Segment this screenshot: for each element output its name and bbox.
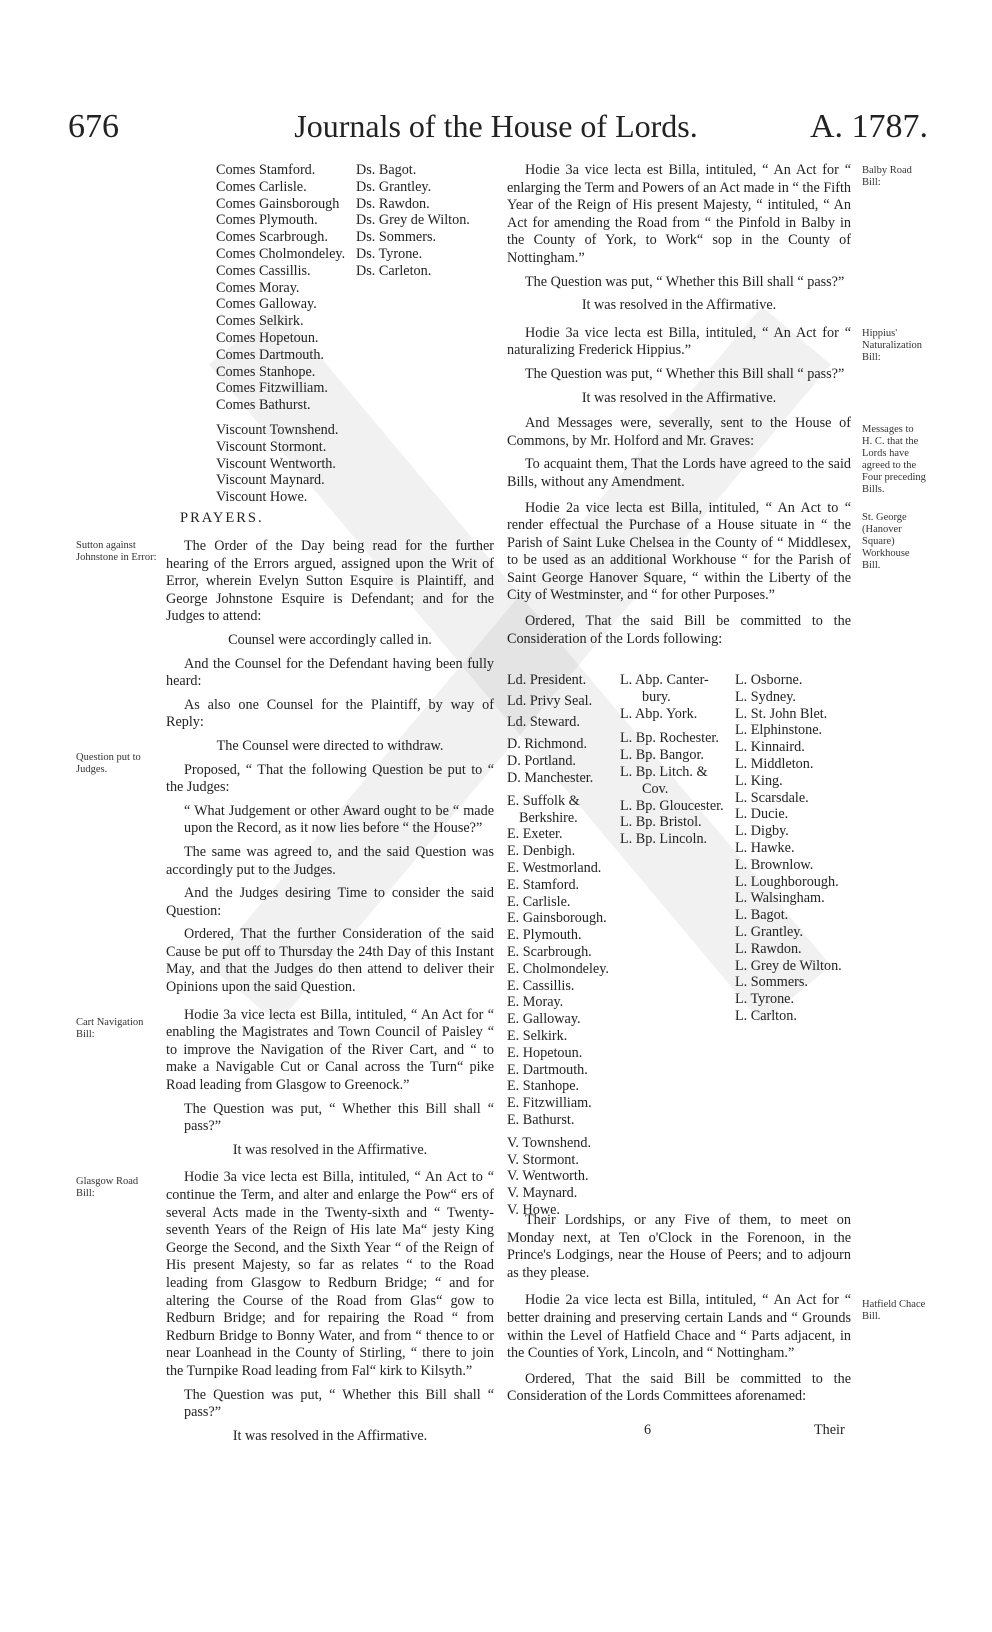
paragraph: The Question was put, “ Whether this Bill shall “ pass?”	[184, 1100, 494, 1135]
list-item: L. Bp. Rochester.	[620, 730, 719, 747]
list-item: E. Scarbrough.	[507, 943, 592, 960]
signature-mark: 6	[644, 1422, 652, 1438]
list-item: E. Stanhope.	[507, 1078, 580, 1095]
paragraph: To acquaint them, That the Lords have agreed to the said Bills, without any Amendment.	[507, 456, 851, 490]
list-item: D. Richmond.	[507, 736, 587, 753]
list-item: L. Kinnaird.	[735, 739, 805, 756]
list-item: E. Carlisle.	[507, 893, 571, 910]
margin-note-glasgow: Glasgow Road Bill:	[76, 1176, 139, 1199]
list-item: Ds. Sommers.	[356, 229, 437, 246]
list-item: L. St. John Blet.	[735, 705, 828, 722]
list-item: Comes Scarbrough.	[216, 229, 328, 246]
paragraph: As also one Counsel for the Plaintiff, by way of Reply:	[166, 696, 494, 731]
margin-note-hatfield: Hatfield Chace Bill.	[862, 1299, 926, 1322]
list-item: L. Elphinstone.	[735, 722, 823, 739]
paragraph: Ordered, That the further Consideration of the said Cause be put off to Thursday the 24th Day of this Instant May, and that the Judges do then attend to deliver their Opinions upon the said Question.	[166, 926, 494, 996]
list-item: V. Townshend.	[507, 1134, 592, 1151]
list-item: E. Bathurst.	[507, 1111, 575, 1128]
list-item: Viscount Stormont.	[216, 438, 327, 455]
list-item: E. Fitzwilliam.	[507, 1095, 592, 1112]
committee-list-2	[620, 672, 724, 848]
list-item: bury.	[642, 688, 671, 705]
left-column	[166, 538, 494, 1451]
paragraph: And the Judges desiring Time to consider the said Question:	[166, 885, 494, 919]
paragraph: Ordered, That the said Bill be committed to the Consideration of the Lords Committees aforenamed:	[507, 1370, 851, 1405]
paragraph: The Question was put, “ Whether this Bill shall “ pass?”	[184, 1386, 494, 1421]
committee-list-1	[507, 672, 609, 1219]
paragraph: Counsel were accordingly called in.	[228, 631, 432, 648]
paragraph: Proposed, “ That the following Question be put to “ the Judges:	[166, 761, 494, 796]
list-item: Berkshire.	[519, 809, 578, 826]
list-item: V. Maynard.	[507, 1185, 578, 1202]
paragraph: The Order of the Day being read for the further hearing of the Errors argued, assigned upon the Writ of Error, wherein Evelyn Sutton Esquire is Plaintiff, and George Johnstone Esquire is Defendant; and for the Judges to attend:	[166, 538, 494, 625]
list-item: L. Digby.	[735, 823, 789, 840]
list-item: E. Westmorland.	[507, 859, 602, 876]
list-item: V. Howe.	[507, 1201, 560, 1218]
paragraph: The Counsel were directed to withdraw.	[216, 737, 444, 754]
list-item: E. Plymouth.	[507, 927, 582, 944]
paragraph: Hodie 3a vice lecta est Billa, intituled, “ An Act for “ naturalizing Frederick Hippius.”	[507, 324, 851, 359]
list-item: L. Rawdon.	[735, 940, 802, 957]
comes-list	[216, 162, 345, 506]
list-item: Comes Carlisle.	[216, 178, 307, 195]
list-item: L. Bp. Gloucester.	[620, 797, 724, 814]
committee-list-3	[735, 672, 842, 1025]
list-item: E. Gainsborough.	[507, 910, 607, 927]
list-item: L. Grey de Wilton.	[735, 957, 842, 974]
list-item: Viscount Maynard.	[216, 472, 325, 489]
list-item: L. Bp. Litch. &	[620, 763, 708, 780]
list-item: E. Cassillis.	[507, 977, 575, 994]
paragraph: “ What Judgement or other Award ought to be “ made upon the Record, as it now lies before “ the House?”	[184, 802, 494, 837]
list-item: Ld. President.	[507, 672, 587, 688]
paragraph: It was resolved in the Affirmative.	[232, 1141, 428, 1158]
list-item: Ds. Carleton.	[356, 262, 432, 279]
list-item: Comes Cassillis.	[216, 262, 311, 279]
list-item: L. Bp. Bristol.	[620, 814, 702, 831]
margin-note-sutton: Sutton against Johnstone in Error:	[76, 540, 157, 563]
paragraph: Hodie 3a vice lecta est Billa, intituled, “ An Act for “ enlarging the Term and Powers of an Act made in “ the Fifth Year of the Reign of His present Majesty, “ intituled, “ An Act for amending the Road from “ the Pinfold in Balby in the County of York, to Work“ sop in the County of Nottingham.”	[507, 162, 851, 266]
list-item: Comes Hopetoun.	[216, 329, 319, 346]
list-item: E. Suffolk &	[507, 792, 580, 809]
list-item: Ds. Tyrone.	[356, 245, 423, 262]
list-item: E. Moray.	[507, 994, 564, 1011]
prayers-heading: PRAYERS.	[180, 510, 264, 526]
paragraph: Hodie 3a vice lecta est Billa, intituled, “ An Act for “ enabling the Magistrates and Town Council of Paisley “ to improve the Navigation of the River Cart, and “ to make a Navigable Cut or Canal across the Turn“ pike Road leading from Glasgow to Greenock.”	[166, 1006, 494, 1094]
list-item: Viscount Wentworth.	[216, 455, 336, 472]
page-number: 676	[68, 108, 119, 145]
list-item: E. Hopetoun.	[507, 1044, 583, 1061]
paragraph: Hodie 3a vice lecta est Billa, intituled, “ An Act to “ continue the Term, and alter and enlarge the Pow“ ers of several Acts made in the Twenty-sixth and “ Twenty-seventh Years of the Reign of His late Ma“ jesty King George the Second, and the Sixth Year “ of the Reign of His present Majesty, so far as relates “ to the Road leading from Glasgow to Redburn Bridge; “ and for altering the Course of the Road from Glas“ gow to Redburn Bridge; and for repairing the Road “ from Redburn Bridge to Bonny Water, and from “ thence to or near Loanhead in the County of Stirling, “ there to join the Turnpike Road leading from Fal“ kirk to Kilsyth.”	[166, 1169, 494, 1379]
list-item: Comes Dartmouth.	[216, 346, 324, 363]
list-item: Comes Plymouth.	[216, 212, 318, 229]
list-item: Ds. Grey de Wilton.	[356, 212, 470, 229]
list-item: E. Galloway.	[507, 1011, 581, 1028]
list-item: E. Exeter.	[507, 826, 563, 843]
list-item: E. Dartmouth.	[507, 1061, 588, 1078]
list-item: V. Wentworth.	[507, 1168, 589, 1185]
paragraph: And Messages were, severally, sent to the House of Commons, by Mr. Holford and Mr. Graves:	[507, 415, 851, 449]
list-item: L. Abp. York.	[620, 705, 698, 722]
paragraph: The Question was put, “ Whether this Bill shall “ pass?”	[525, 365, 845, 382]
list-item: Cov.	[642, 780, 669, 797]
list-item: Ds. Rawdon.	[356, 195, 430, 212]
list-item: L. King.	[735, 772, 783, 789]
list-item: Comes Stamford.	[216, 162, 316, 178]
list-item: L. Bp. Bangor.	[620, 747, 704, 764]
list-item: E. Selkirk.	[507, 1027, 568, 1044]
list-item: Comes Stanhope.	[216, 363, 316, 380]
list-item: E. Denbigh.	[507, 843, 576, 860]
paragraph: The Question was put, “ Whether this Bill shall “ pass?”	[525, 273, 845, 290]
list-item: E. Cholmondeley.	[507, 960, 609, 977]
margin-note-stgeorge: St. George (Hanover Square) Workhouse Bill.	[862, 512, 910, 571]
list-item: L. Walsingham.	[735, 890, 825, 907]
list-item: Comes Selkirk.	[216, 313, 304, 330]
list-item: Viscount Howe.	[216, 489, 308, 506]
page-title: Journals of the House of Lords.	[294, 108, 698, 144]
paragraph: It was resolved in the Affirmative.	[232, 1427, 428, 1444]
paragraph: Hodie 2a vice lecta est Billa, intituled, “ An Act for “ better draining and preserving certain Lands and “ Grounds within the Level of Hatfield Chace and “ Parts adjacent, in the Counties of York, Lincoln, and “ Nottingham.”	[507, 1292, 851, 1362]
list-item: E. Stamford.	[507, 876, 580, 893]
list-item: Comes Galloway.	[216, 296, 317, 313]
list-item: L. Tyrone.	[735, 991, 795, 1008]
list-item: L. Loughborough.	[735, 873, 839, 890]
list-item: Comes Cholmondeley.	[216, 245, 346, 262]
paragraph: Their Lordships, or any Five of them, to meet on Monday next, at Ten o'Clock in the Forenoon, in the Prince's Lodgings, near the House of Peers; and to adjourn as they please.	[507, 1212, 851, 1281]
right-column-bottom	[507, 1212, 851, 1412]
paragraph: It was resolved in the Affirmative.	[581, 297, 777, 314]
list-item: L. Abp. Canter-	[620, 672, 709, 688]
paragraph: Hodie 2a vice lecta est Billa, intituled, “ An Act to “ render effectual the Purchase of a House situate in “ the Parish of Saint Luke Chelsea in the County of “ Middlesex, to be used as an additional Workhouse “ for the Parish of Saint George Hanover Square, “ within the Liberty of the City of Westminster, and “ for other Purposes.”	[507, 499, 851, 604]
barons-list	[356, 162, 470, 280]
right-column-top	[507, 162, 851, 654]
list-item: Ds. Grantley.	[356, 178, 432, 195]
list-item: L. Hawke.	[735, 839, 795, 856]
paragraph: It was resolved in the Affirmative.	[581, 389, 777, 406]
margin-note-balby: Balby Road Bill:	[862, 165, 912, 188]
margin-note-messages: Messages to H. C. that the Lords have agreed to the Four preceding Bills.	[862, 424, 926, 495]
list-item: L. Grantley.	[735, 923, 804, 940]
list-item: L. Brownlow.	[735, 856, 814, 873]
list-item: Comes Bathurst.	[216, 397, 311, 414]
list-item: L. Sydney.	[735, 688, 796, 705]
paragraph: And the Counsel for the Defendant having been fully heard:	[166, 655, 494, 690]
margin-note-cart: Cart Navigation Bill:	[76, 1017, 144, 1040]
list-item: Comes Gainsborough	[216, 195, 340, 212]
page-year: A. 1787.	[809, 108, 928, 145]
list-item: Ld. Steward.	[507, 713, 580, 730]
list-item: L. Osborne.	[735, 672, 803, 688]
list-item: Viscount Townshend.	[216, 421, 339, 438]
list-item: Comes Moray.	[216, 279, 300, 296]
list-item: L. Bagot.	[735, 907, 789, 924]
list-item: L. Carlton.	[735, 1007, 797, 1024]
margin-note-question: Question put to Judges.	[76, 752, 141, 775]
list-item: D. Manchester.	[507, 769, 594, 786]
list-item: D. Portland.	[507, 753, 576, 770]
list-item: L. Sommers.	[735, 974, 808, 991]
paragraph: The same was agreed to, and the said Question was accordingly put to the Judges.	[166, 843, 494, 878]
list-item: Comes Fitzwilliam.	[216, 380, 328, 397]
list-item: Ld. Privy Seal.	[507, 692, 593, 709]
list-item: V. Stormont.	[507, 1151, 579, 1168]
list-item: L. Bp. Lincoln.	[620, 831, 708, 848]
margin-note-hippius: Hippius' Naturalization Bill:	[862, 328, 923, 363]
list-item: L. Scarsdale.	[735, 789, 809, 806]
list-item: L. Middleton.	[735, 755, 814, 772]
list-item: L. Ducie.	[735, 806, 789, 823]
paragraph: Ordered, That the said Bill be committed to the Consideration of the Lords following:	[507, 613, 851, 647]
catchword: Their	[814, 1422, 845, 1438]
list-item: Ds. Bagot.	[356, 162, 417, 178]
